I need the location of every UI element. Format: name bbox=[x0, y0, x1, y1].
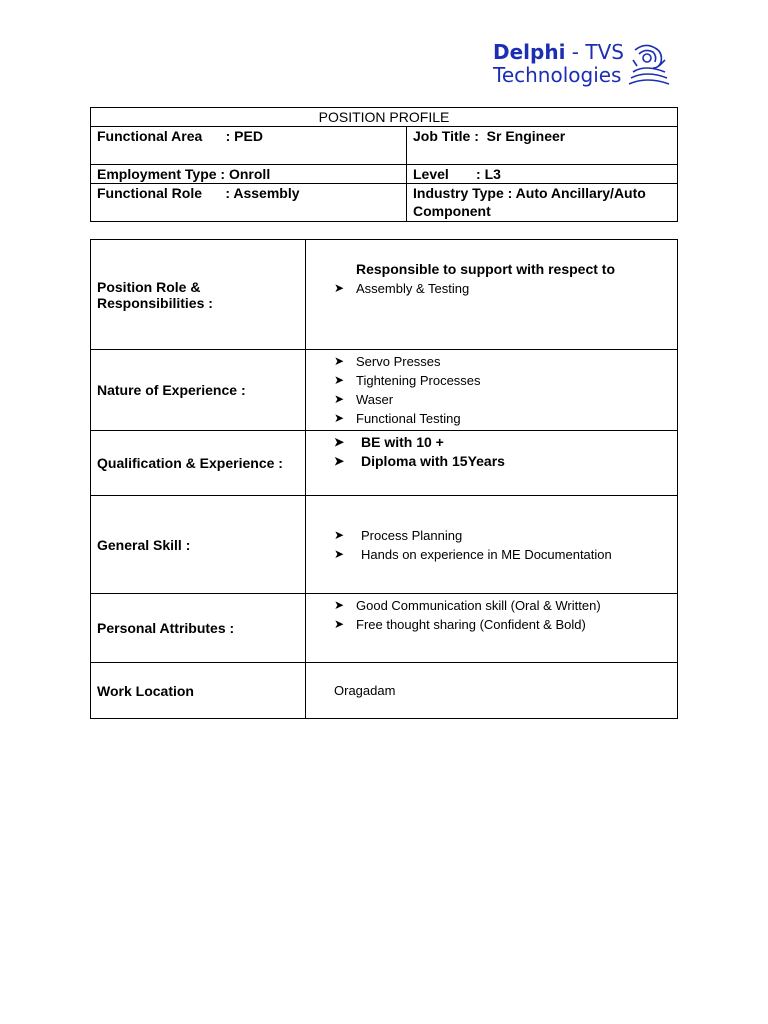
role-list bbox=[334, 279, 676, 298]
functional-role-cell: Functional Role : Assembly bbox=[91, 184, 407, 222]
lion-emblem-icon bbox=[625, 42, 671, 88]
list-item: ➤ Assembly & Testing bbox=[334, 281, 470, 296]
functional-area-cell: Functional Area : PED bbox=[91, 127, 407, 165]
list-item: ➤ Functional Testing bbox=[334, 411, 461, 426]
attributes-list bbox=[334, 596, 676, 634]
qualification-label: Qualification & Experience : bbox=[91, 431, 306, 496]
location-value: Oragadam bbox=[306, 663, 678, 719]
arrow-bullet-icon: ➤ bbox=[334, 392, 345, 406]
role-label: Position Role & Responsibilities : bbox=[91, 240, 306, 350]
list-item: ➤ Diploma with 15Years bbox=[334, 453, 505, 469]
role-title: Responsible to support with respect to bbox=[356, 261, 616, 277]
list-item: ➤ Servo Presses bbox=[334, 354, 441, 369]
arrow-bullet-icon: ➤ bbox=[334, 527, 345, 542]
arrow-bullet-icon: ➤ bbox=[334, 617, 345, 631]
arrow-bullet-icon: ➤ bbox=[334, 281, 345, 295]
nature-value bbox=[306, 350, 678, 431]
logo-delphi: Delphi bbox=[493, 40, 566, 64]
nature-list bbox=[334, 352, 676, 428]
job-title-cell: Job Title : Sr Engineer bbox=[407, 127, 678, 165]
position-profile-table bbox=[90, 107, 678, 222]
position-details-table bbox=[90, 239, 678, 719]
arrow-bullet-icon: ➤ bbox=[334, 546, 345, 561]
skill-list bbox=[334, 526, 676, 564]
list-item: ➤ Free thought sharing (Confident & Bold) bbox=[334, 617, 586, 632]
list-item: ➤ Good Communication skill (Oral & Written) bbox=[334, 598, 601, 613]
qualification-value bbox=[306, 431, 678, 496]
role-value bbox=[306, 240, 678, 350]
arrow-bullet-icon: ➤ bbox=[334, 598, 345, 612]
skill-label: General Skill : bbox=[91, 496, 306, 594]
profile-header: POSITION PROFILE bbox=[91, 108, 678, 127]
attributes-label: Personal Attributes : bbox=[91, 594, 306, 663]
list-item: ➤ Hands on experience in ME Documentation bbox=[334, 546, 612, 562]
skill-value bbox=[306, 496, 678, 594]
arrow-bullet-icon: ➤ bbox=[334, 411, 345, 425]
list-item: ➤ BE with 10 + bbox=[334, 434, 444, 450]
arrow-bullet-icon: ➤ bbox=[334, 435, 345, 449]
list-item: ➤ Waser bbox=[334, 392, 394, 407]
arrow-bullet-icon: ➤ bbox=[334, 373, 345, 387]
logo-tvs: - TVS bbox=[571, 40, 624, 64]
level-cell: Level : L3 bbox=[407, 165, 678, 184]
qualification-list bbox=[334, 433, 676, 471]
list-item: ➤ Tightening Processes bbox=[334, 373, 481, 388]
logo-technologies: Technologies bbox=[493, 63, 622, 87]
arrow-bullet-icon: ➤ bbox=[334, 454, 345, 468]
employment-type-cell: Employment Type : Onroll bbox=[91, 165, 407, 184]
nature-label: Nature of Experience : bbox=[91, 350, 306, 431]
attributes-value bbox=[306, 594, 678, 663]
location-label: Work Location bbox=[91, 663, 306, 719]
industry-type-cell: Industry Type : Auto Ancillary/Auto Component bbox=[407, 184, 678, 222]
arrow-bullet-icon: ➤ bbox=[334, 354, 345, 368]
list-item: ➤ Process Planning bbox=[334, 527, 463, 543]
company-logo bbox=[493, 40, 693, 90]
